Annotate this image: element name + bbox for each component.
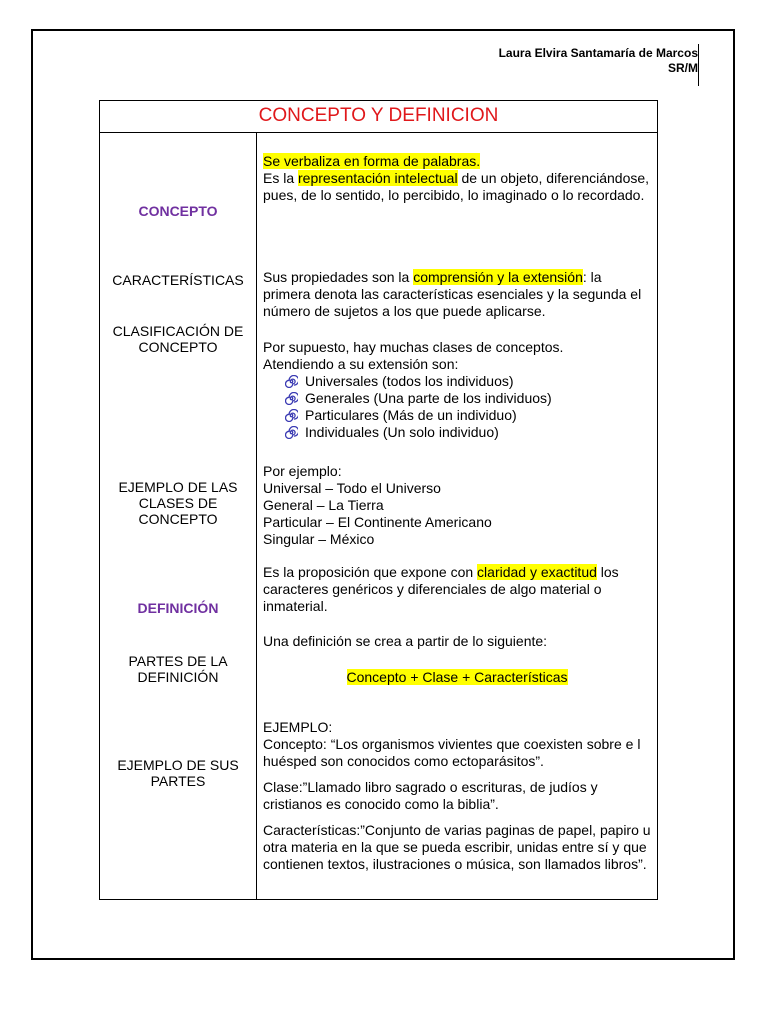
spiral-bullet-icon xyxy=(285,392,298,405)
header-divider xyxy=(698,44,699,86)
ejemplo-concepto: Concepto: “Los organismos vivientes que coexisten sobre e l huésped son conocidos como ectoparásitos”. xyxy=(263,736,641,769)
document-header xyxy=(499,46,698,76)
list-item-text: Individuales (Un solo individuo) xyxy=(305,424,499,440)
caracteristicas-post: : la primera denota las características esenciales y la segunda el número de sujetos a los que puede aplicarse. xyxy=(263,269,642,319)
label-column xyxy=(100,133,257,900)
label-clasificacion-line1: CLASIFICACIÓN DE xyxy=(112,323,244,339)
definicion-pre: Es la proposición que expone con xyxy=(263,564,478,580)
label-definicion: DEFINICIÓN xyxy=(137,600,219,616)
ejemplo-caracteristicas: Características:”Conjunto de varias paginas de papel, papiro u otra materia en la que se pueda escribir, unidas entre sí y que contienen textos, ilustraciones o música, son llamados libros”. xyxy=(263,822,651,872)
list-item-text: Generales (Una parte de los individuos) xyxy=(305,390,552,406)
ejemplo-clase: Clase:”Llamado libro sagrado o escrituras, de judíos y cristianos es conocido como la biblia”. xyxy=(263,779,598,812)
label-ejemplo-clases-line3: CONCEPTO xyxy=(138,511,218,527)
concept-table xyxy=(99,100,658,900)
list-item xyxy=(285,373,651,390)
concepto-text-post: de un objeto, diferenciándose, pues, de lo sentido, lo percibido, lo imaginado o lo recordado. xyxy=(263,170,650,203)
list-item-text: Particulares (Más de un individuo) xyxy=(305,407,517,423)
ejemplo-partes-text xyxy=(263,719,651,873)
content-column xyxy=(257,133,658,900)
ejemplo-heading: EJEMPLO: xyxy=(263,719,333,735)
label-ejemplo-partes xyxy=(100,757,256,789)
caracteristicas-highlight: comprensión y la extensión xyxy=(413,269,583,285)
ejemplo-line: Universal – Todo el Universo xyxy=(263,480,441,496)
partes-formula: Concepto + Clase + Características xyxy=(346,669,568,685)
clasificacion-text xyxy=(263,339,651,441)
concepto-highlight-1: Se verbaliza en forma de palabras. xyxy=(263,153,481,169)
label-ejemplo-partes-line1: EJEMPLO DE SUS xyxy=(117,757,239,773)
definicion-highlight: claridad y exactitud xyxy=(477,564,597,580)
label-partes-line2: DEFINICIÓN xyxy=(137,669,219,685)
label-concepto: CONCEPTO xyxy=(138,203,218,219)
definicion-text xyxy=(263,564,651,615)
label-ejemplo-clases-line2: CLASES DE xyxy=(138,495,218,511)
label-ejemplo-partes-line2: PARTES xyxy=(150,773,206,789)
list-item xyxy=(285,407,651,424)
caracteristicas-text xyxy=(263,269,651,320)
label-ejemplo-clases-line1: EJEMPLO DE LAS xyxy=(118,479,238,495)
concepto-highlight-2: representación intelectual xyxy=(298,170,458,186)
partes-intro: Una definición se crea a partir de lo siguiente: xyxy=(263,633,548,649)
spiral-bullet-icon xyxy=(285,409,298,422)
author-name: Laura Elvira Santamaría de Marcos xyxy=(498,46,698,60)
label-partes-line1: PARTES DE LA xyxy=(128,653,228,669)
list-item xyxy=(285,424,651,441)
list-item-text: Universales (todos los individuos) xyxy=(305,373,514,389)
clasificacion-list xyxy=(263,373,651,441)
ejemplo-clases-text xyxy=(263,463,651,548)
clasificacion-line2: Atendiendo a su extensión son: xyxy=(263,356,459,372)
label-partes xyxy=(100,653,256,685)
ejemplo-line: General – La Tierra xyxy=(263,497,384,513)
ejemplo-line: Singular – México xyxy=(263,531,375,547)
label-caracteristicas: CARACTERÍSTICAS xyxy=(112,272,244,288)
label-ejemplo-clases xyxy=(100,479,256,527)
ejemplo-line: Particular – El Continente Americano xyxy=(263,514,492,530)
clasificacion-line1: Por supuesto, hay muchas clases de conceptos. xyxy=(263,339,564,355)
spiral-bullet-icon xyxy=(285,375,298,388)
author-initials: SR/M xyxy=(668,61,698,75)
label-clasificacion-line2: CONCEPTO xyxy=(138,339,218,355)
concepto-text xyxy=(263,153,651,204)
list-item xyxy=(285,390,651,407)
definicion-post: los caracteres genéricos y diferenciales de algo material o inmaterial. xyxy=(263,564,619,614)
concepto-text-pre: Es la xyxy=(263,170,299,186)
label-clasificacion xyxy=(100,323,256,355)
partes-text xyxy=(263,633,651,686)
table-title: CONCEPTO Y DEFINICION xyxy=(100,101,658,133)
ejemplo-line: Por ejemplo: xyxy=(263,463,342,479)
caracteristicas-pre: Sus propiedades son la xyxy=(263,269,414,285)
spiral-bullet-icon xyxy=(285,426,298,439)
